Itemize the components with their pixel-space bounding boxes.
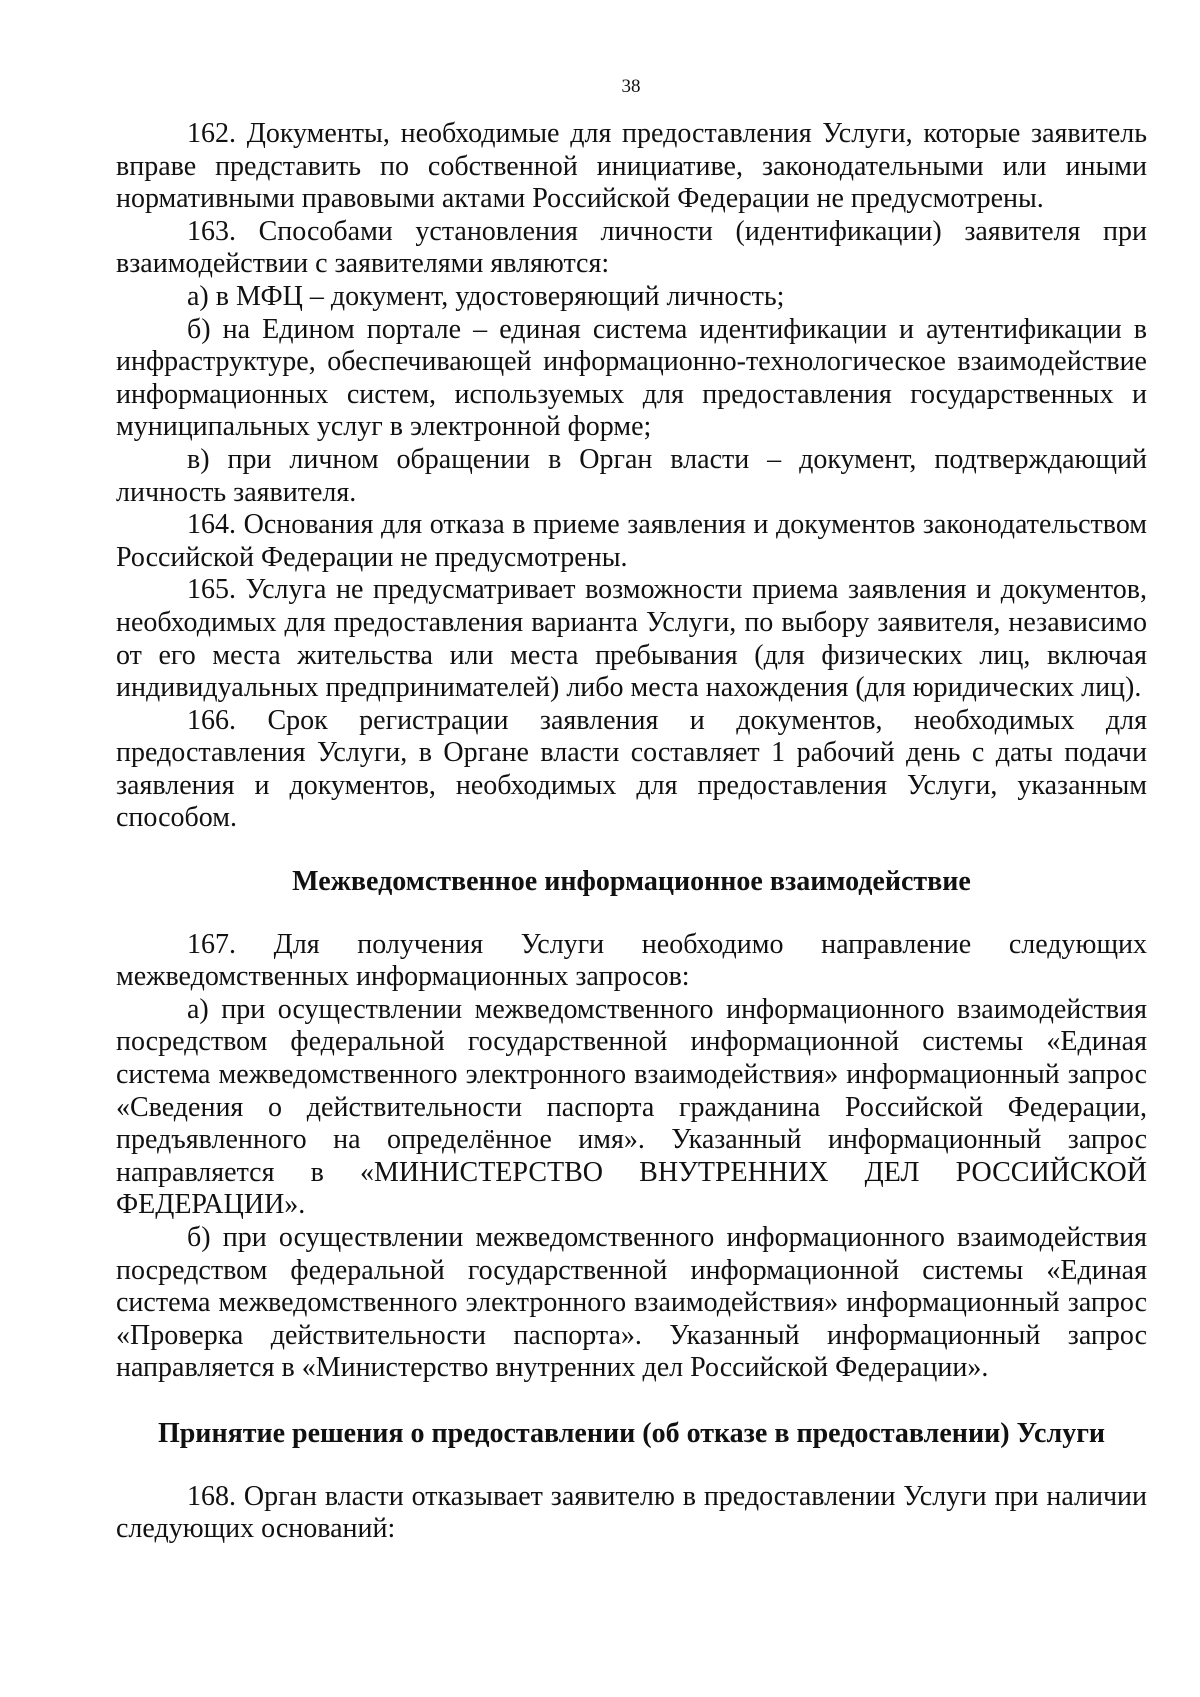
section-heading-decision: Принятие решения о предоставлении (об отказе в предоставлении) Услуги [157,1417,1106,1449]
paragraph-163-v: в) при личном обращении в Орган власти – документ, подтверждающий личность заявителя. [116,443,1147,508]
paragraph-167: 167. Для получения Услуги необходимо направление следующих межведомственных информационных запросов: [116,928,1147,993]
paragraph-163-a: а) в МФЦ – документ, удостоверяющий личность; [187,280,785,312]
section-heading-interagency: Межведомственное информационное взаимодействие [292,866,971,898]
paragraph-165: 165. Услуга не предусматривает возможности приема заявления и документов, необходимых для предоставления варианта Услуги, по выбору заявителя, независимо от его места жительства или места пребывания (для физических лиц, включая индивидуальных предпринимателей) либо места нахождения (для юридических лиц). [116,574,1147,704]
paragraph-168: 168. Орган власти отказывает заявителю в предоставлении Услуги при наличии следующих оснований: [116,1480,1147,1545]
paragraph-163-b: б) на Едином портале – единая система идентификации и аутентификации в инфраструктуре, обеспечивающей информационно-технологическое взаимодействие информационных систем, используемых для предоставления государственных и муниципальных услуг в электронной форме; [116,313,1147,443]
paragraph-162: 162. Документы, необходимые для предоставления Услуги, которые заявитель вправе представить по собственной инициативе, законодательными или иными нормативными правовыми актами Российской Федерации не предусмотрены. [116,118,1147,215]
paragraph-167-a: а) при осуществлении межведомственного информационного взаимодействия посредством федеральной государственной информационной системы «Единая система межведомственного электронного взаимодействия» информационный запрос «Сведения о действительности паспорта гражданина Российской Федерации, предъявленного на определённое имя». Указанный информационный запрос направляется в «МИНИСТЕРСТВО ВНУТРЕННИХ ДЕЛ РОССИЙСКОЙ ФЕДЕРАЦИИ». [116,993,1147,1221]
paragraph-164: 164. Основания для отказа в приеме заявления и документов законодательством Российской Федерации не предусмотрены. [116,509,1147,573]
paragraph-163: 163. Способами установления личности (идентификации) заявителя при взаимодействии с заявителями являются: [116,215,1147,280]
paragraph-167-b: б) при осуществлении межведомственного информационного взаимодействия посредством федеральной государственной информационной системы «Единая система межведомственного электронного взаимодействия» информационный запрос «Проверка действительности паспорта». Указанный информационный запрос направляется в «Министерство внутренних дел Российской Федерации». [116,1222,1147,1384]
page-number: 38 [621,76,641,97]
paragraph-166: 166. Срок регистрации заявления и документов, необходимых для предоставления Услуги, в Органе власти составляет 1 рабочий день с даты подачи заявления и документов, необходимых для предоставления Услуги, указанным способом. [116,704,1147,834]
document-body [116,118,1147,1546]
